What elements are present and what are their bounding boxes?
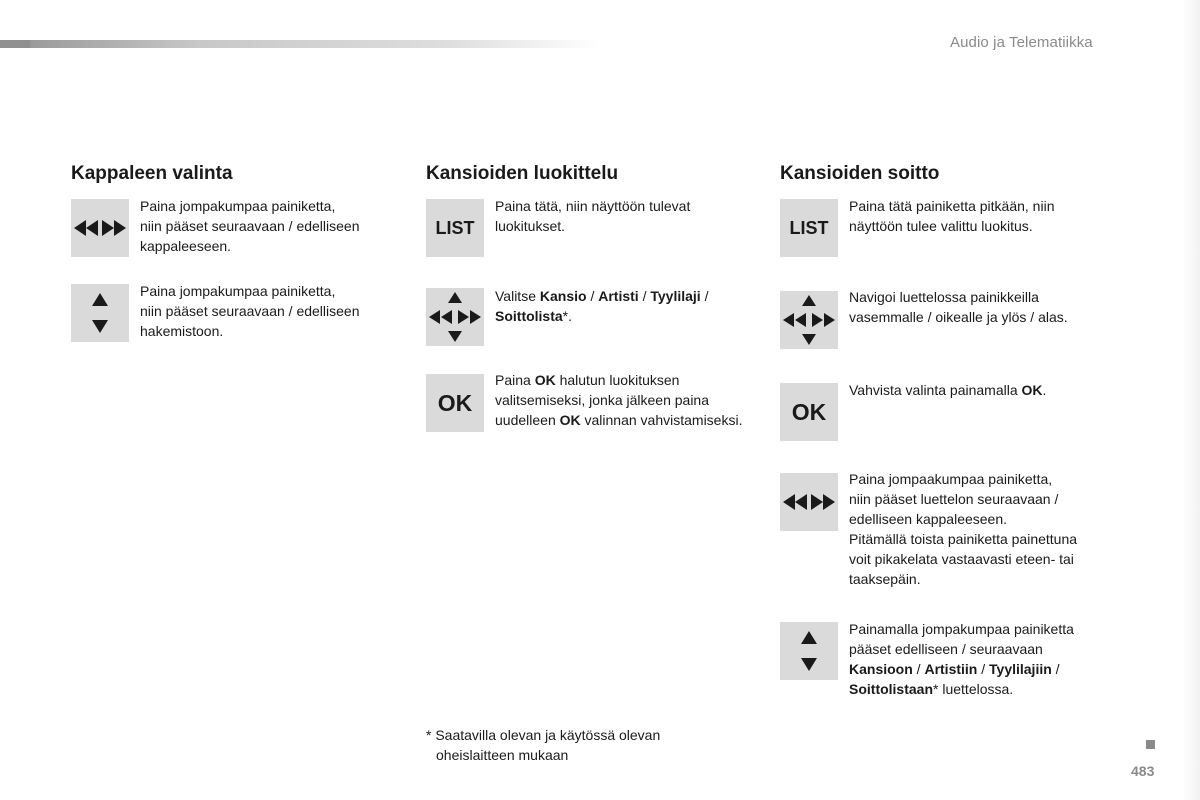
description-list-long-press: Paina tätä painiketta pitkään, niin näyttöön tulee valittu luokitus.: [849, 198, 1055, 234]
description-skip-in-list: Paina jompaakumpaa painiketta, niin pääset luettelon seuraavaan / edelliseen kappaleeseen. Pitämällä toista painiketta painettuna voit pikakelata vastaavasti eteen- tai taaksepäin.: [849, 471, 1078, 587]
description-navigate-list: Navigoi luettelossa painikkeilla vasemmalle / oikealle ja ylös / alas.: [849, 289, 1068, 325]
up-down-button[interactable]: [780, 622, 838, 680]
ok-button[interactable]: [780, 383, 838, 441]
skip-prev-next-icon: [72, 218, 128, 238]
page-marker: [1146, 740, 1155, 749]
description-directory: Paina jompakumpaa painiketta, niin pääset seuraavaan / edelliseen hakemistoon.: [140, 283, 360, 339]
ok-button-label: OK: [437, 389, 473, 416]
description-confirm-selection: Vahvista valinta painamalla OK.: [849, 382, 1047, 398]
header-decor-bar: [0, 40, 600, 48]
page-edge-shade: [1182, 0, 1200, 800]
column-title-kansioiden-soitto: Kansioiden soitto: [780, 163, 940, 184]
description-list: Paina tätä, niin näyttöön tulevat luokitukset.: [495, 198, 691, 234]
description-prev-next-folder: Painamalla jompakumpaa painiketta pääset edelliseen / seuraavaan Kansioon / Artistiin / Tyylilajiin / Soittolistaan* luettelossa.: [849, 621, 1074, 697]
list-button-label: LIST: [789, 217, 829, 238]
description-select-category: Valitse Kansio / Artisti / Tyylilaji / Soittolista*.: [495, 288, 709, 324]
ok-button-label: OK: [791, 398, 827, 425]
ok-button[interactable]: [426, 374, 484, 432]
up-down-button[interactable]: [71, 284, 129, 342]
column-title-kansioiden-luokittelu: Kansioiden luokittelu: [426, 163, 619, 184]
description-ok-confirm: Paina OK halutun luokituksen valitsemiseksi, jonka jälkeen paina uudelleen OK valinnan vahvistamiseksi.: [495, 372, 743, 428]
section-title: Audio ja Telematiikka: [950, 34, 1093, 51]
up-down-arrows-icon: [799, 629, 819, 673]
description-skip-track: Paina jompakumpaa painiketta, niin pääset seuraavaan / edelliseen kappaleeseen.: [140, 198, 360, 254]
column-title-kappaleen-valinta: Kappaleen valinta: [71, 163, 233, 184]
four-way-arrows-icon: [427, 289, 483, 345]
four-way-button[interactable]: [426, 288, 484, 346]
list-button[interactable]: [426, 199, 484, 257]
four-way-button[interactable]: [780, 291, 838, 349]
page-number: 483: [1131, 763, 1155, 779]
skip-prev-next-button[interactable]: [780, 473, 838, 531]
list-button-long-press[interactable]: [780, 199, 838, 257]
skip-prev-next-icon: [781, 492, 837, 512]
skip-prev-next-button[interactable]: [71, 199, 129, 257]
footnote: * Saatavilla olevan ja käytössä olevan oheislaitteen mukaan: [426, 727, 661, 763]
list-button-label: LIST: [435, 217, 475, 238]
up-down-arrows-icon: [90, 291, 110, 335]
four-way-arrows-icon: [781, 292, 837, 348]
